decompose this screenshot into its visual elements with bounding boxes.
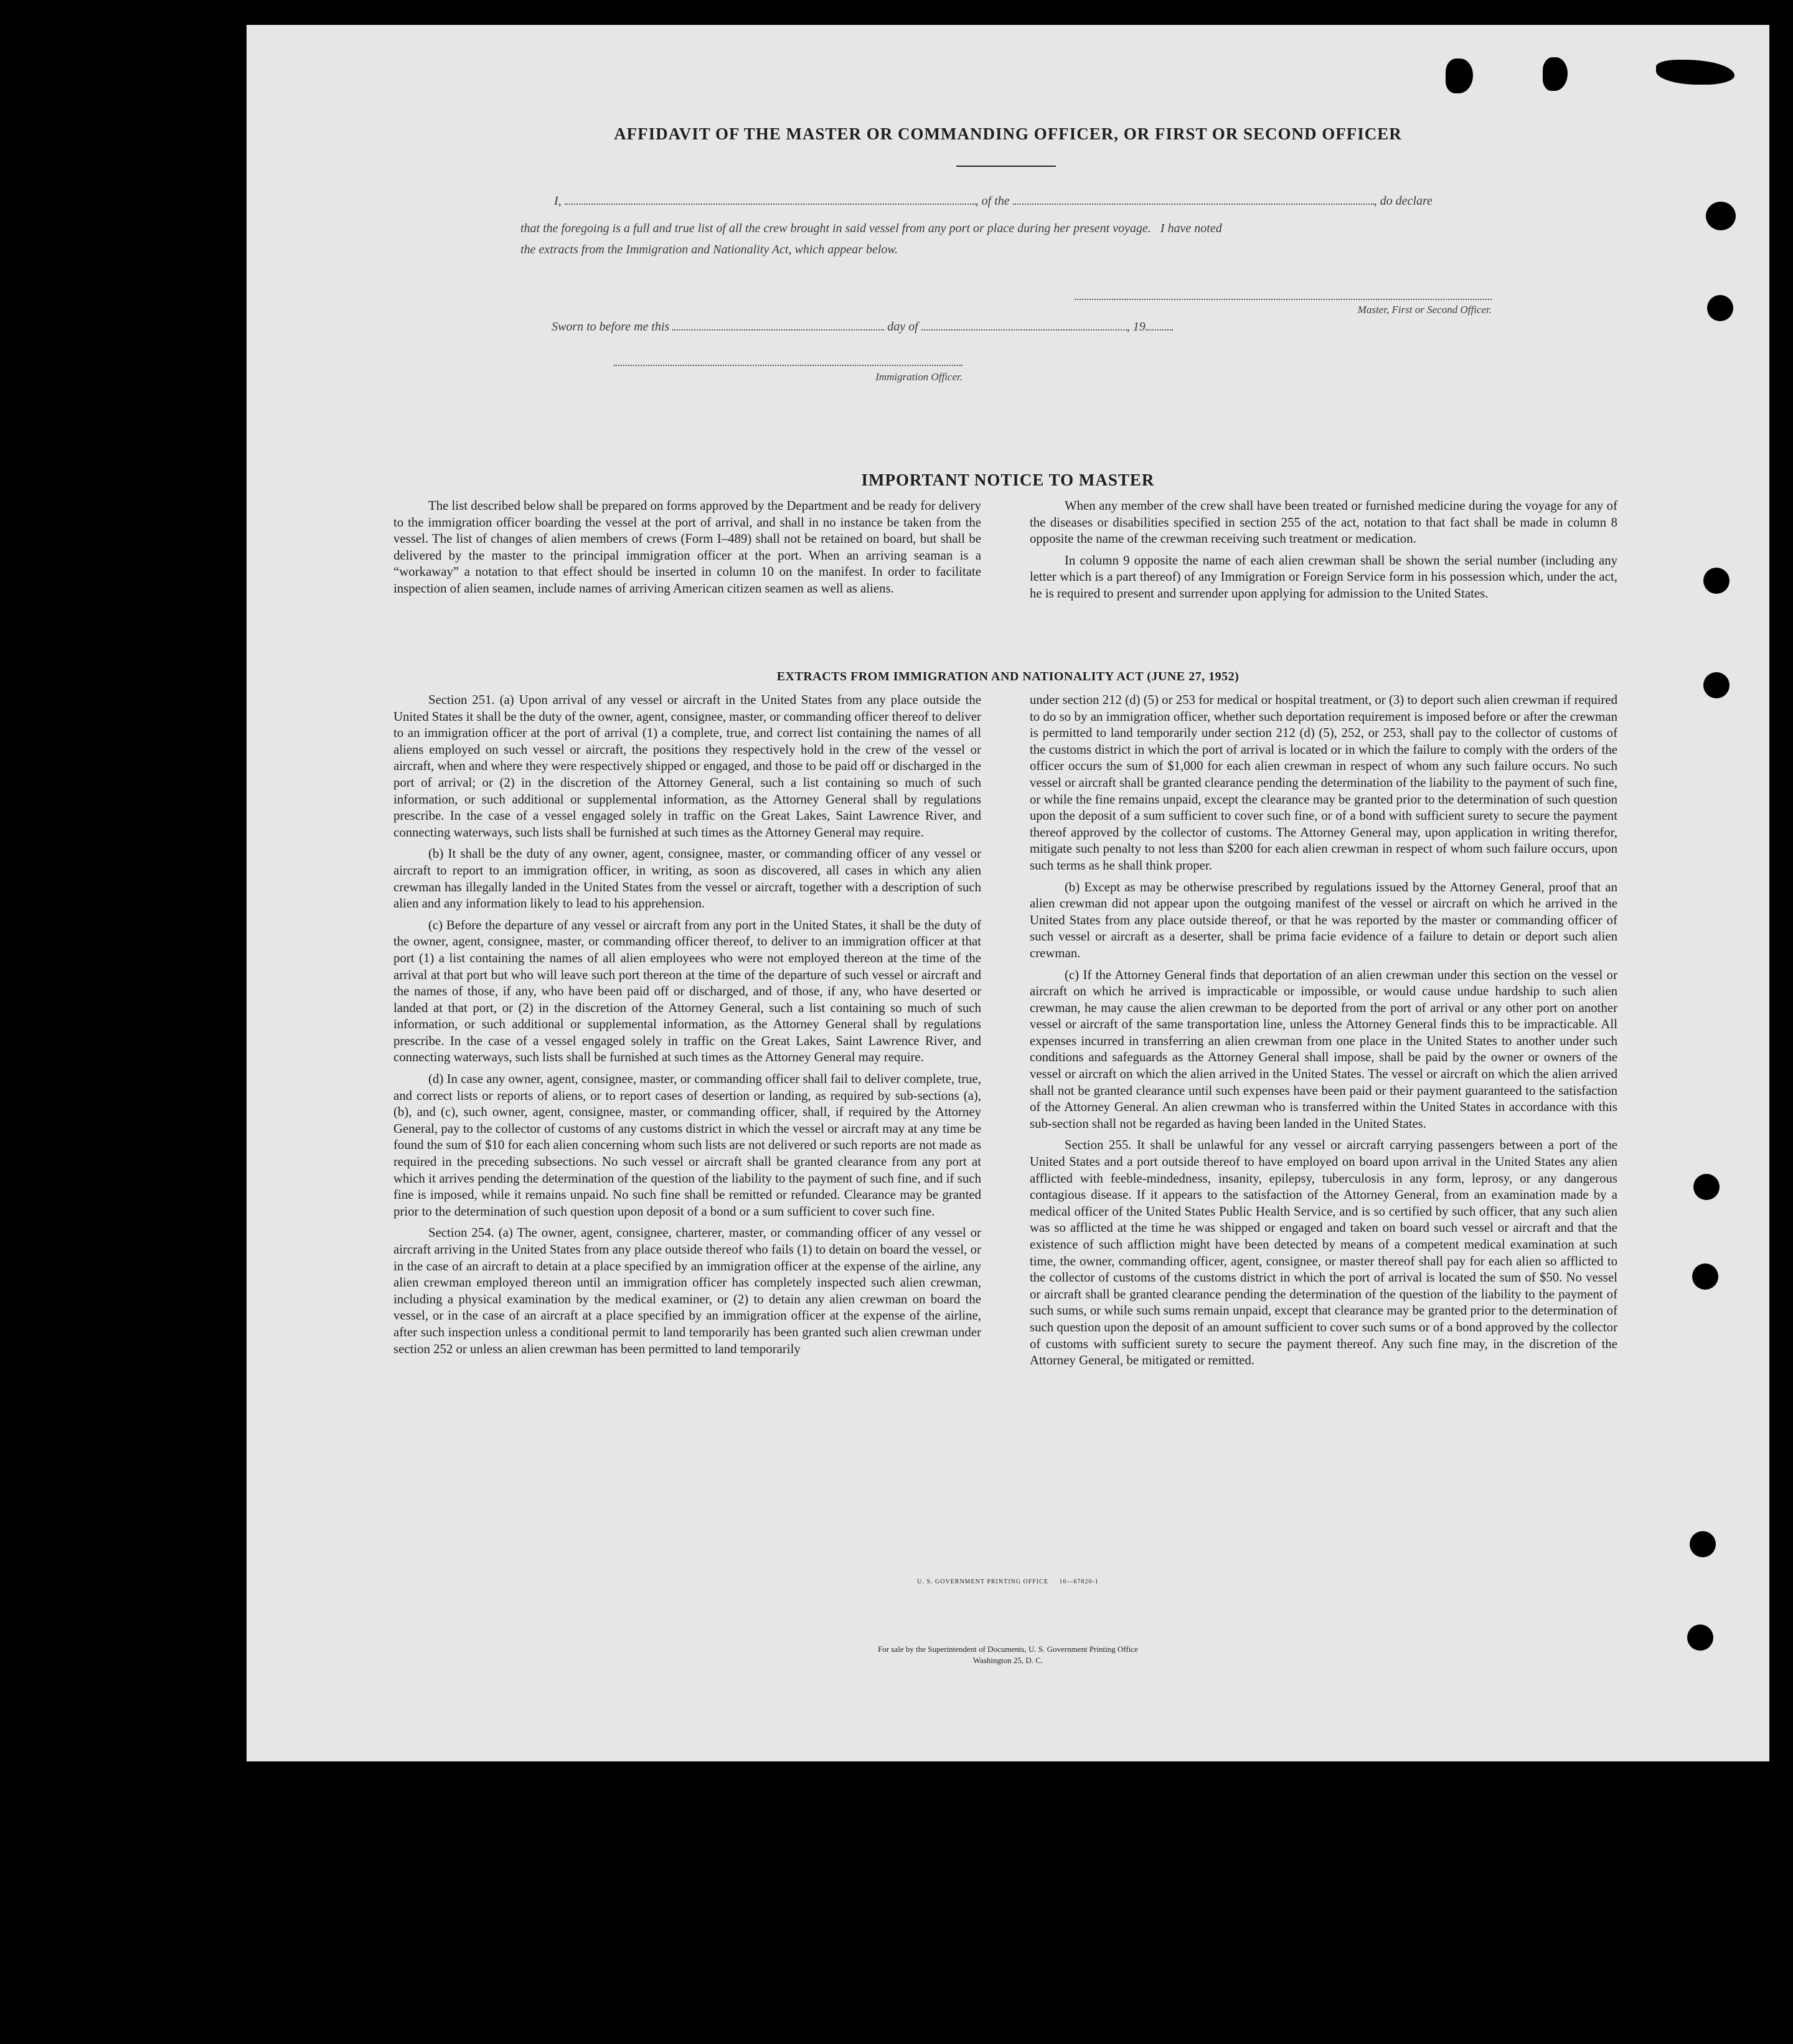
gpo-imprint: U. S. GOVERNMENT PRINTING OFFICE 16—67820-1 [917,1578,1099,1585]
officer-signature-line[interactable] [614,365,962,366]
extract-section-255: Section 255. It shall be unlawful for any vessel or aircraft carrying passengers between a port of the United States and a port outside thereof to have employed on board upon arrival in the United States any alien afflicted with feeble-mindedness, insanity, epilepsy, tuberculosis in any form, leprosy, or any dangerous contagious disease. If it appears to the satisfaction of the Attorney General, from an examination made by a medical officer of the United States Public Health Service, and is so certified by such officer, that any such alien was so afflicted at the time he was shipped or engaged and taken on board such vessel or aircraft and that the existence of such affliction might have been detected by means of a competent medical examination at such time, the owner, commanding officer, agent, consignee, or master thereof shall pay for each alien so afflicted to the collector of customs of the customs district in which the port of arrival is located the sum of $50. No vessel or aircraft shall be granted clearance pending the determination of the question of the liability to the payment of such sums, or while such sums remain unpaid, except that clearance may be granted prior to the determination of such question upon the deposit of an amount sufficient to cover such sums or of a bond approved by the collector of customs with sufficient surety to secure the payment thereof. Any such fine may, in the discretion of the Attorney General, be mitigated or remitted. [1030,1138,1617,1368]
extract-section-254-b: (b) Except as may be otherwise prescribed by regulations issued by the Attorney General, proof that an alien crewman did not appear upon the outgoing manifest of the vessel or aircraft on which he arrived in the United States from any place outside thereof, or that he was reported by the master or commanding officer of such vessel or aircraft as a deserter, shall be prima facie evidence of a failure to detain or deport such alien crewman. [1030,879,1617,960]
affidavit-of-the-label: , of the [975,194,1010,208]
sworn-month-field[interactable] [921,329,1127,331]
affidavit-title: AFFIDAVIT OF THE MASTER OR COMMANDING OFFICER, OR FIRST OR SECOND OFFICER [614,124,1402,143]
extracts-right-column [1030,692,1617,1369]
extract-section-254-c: (c) If the Attorney General finds that deportation of an alien crewman under this section on the vessel or aircraft on which he arrived is impracticable or impossible, or would cause undue hardship to such alien crewman, he may cause the alien crewman to be deported from the port of arrival or any other port on another vessel or aircraft of the same transportation line, unless the Attorney General finds this to be impracticable. All expenses incurred in transferring an alien crewman from one place in the United States to another under such conditions and safeguards as the Attorney General shall impose, shall be paid by the owner or owners of the vessel or aircraft on which the alien arrived in the United States. The vessel or aircraft on which the alien arrived shall not be granted clearance until such expenses have been paid or their payment guaranteed to the satisfaction of the Attorney General. An alien crewman who is transferred within the United States in accordance with this sub-section shall not be regarded as having been landed in the United States. [1030,967,1617,1131]
sworn-year-label: , 19 [1126,320,1146,334]
sale-line-2: Washington 25, D. C. [972,1656,1043,1665]
title-rule [956,166,1056,167]
sworn-day-of: day of [887,320,918,334]
punch-hole [1707,295,1733,321]
extract-section-251-b: (b) It shall be the duty of any owner, agent, consignee, master, or commanding officer of any vessel or aircraft to report to an immigration officer, in writing, as soon as discovered, all cases in which any alien crewman has illegally landed in the United States from the vessel or aircraft, together with a description of such alien and any information likely to lead to his apprehension. [393,846,981,911]
affidavit-i-label: I, [554,194,562,208]
damage-mark [1543,57,1568,91]
punch-hole [1690,1531,1716,1557]
document-sheet [247,25,1769,1761]
affidavit-line-2: that the foregoing is a full and true list of all the crew brought in said vessel from any port or place during her present voyage. I have noted [520,222,1222,235]
extract-section-251-d: (d) In case any owner, agent, consignee, master, or commanding officer shall fail to deliver complete, true, and correct lists or reports of aliens, or to report cases of desertion or landing, as required by sub-sections (a), (b), and (c), such owner, agent, consignee, master, or commanding officer, shall, if required by the Attorney General, pay to the collector of customs of any customs district in which the vessel or aircraft may at any time be found the sum of $10 for each alien concerning whom such lists are not delivered or such reports are not made as required in the preceding subsections. No such vessel or aircraft shall be granted clearance from any port at which it arrives pending the determination of the question of the liability to the payment of such fine, and if such fine is imposed, while it remains unpaid. No such fine shall be remitted or refunded. Clearance may be granted prior to the determination of such question upon deposit of a bond or a sum sufficient to cover such fine. [393,1072,981,1219]
damage-mark [1656,60,1734,85]
sworn-year-field[interactable] [1146,329,1173,331]
sworn-day-field[interactable] [672,329,884,331]
master-signature-line[interactable] [1075,299,1492,300]
sworn-line [552,320,1361,334]
affidavit-declare-label: , do declare [1373,194,1433,208]
damage-mark [1446,59,1473,93]
notice-title: IMPORTANT NOTICE TO MASTER [861,471,1155,489]
affidavit-line-3: the extracts from the Immigration and Nationality Act, which appear below. [520,243,898,256]
notice-left-column [393,498,981,598]
punch-hole [1692,1263,1718,1290]
punch-hole [1693,1174,1720,1200]
vessel-field[interactable] [1013,204,1374,205]
extracts-title: EXTRACTS FROM IMMIGRATION AND NATIONALITY ACT (JUNE 27, 1952) [776,670,1240,683]
affidavit-line-1 [554,194,1737,209]
extract-section-251-a: Section 251. (a) Upon arrival of any vessel or aircraft in the United States from any place outside the United States it shall be the duty of the owner, agent, consignee, master, or commanding officer thereof to deliver to an immigration officer at the port of arrival (1) a complete, true, and correct list containing the names of all aliens employed on such vessel or aircraft, the positions they respectively hold in the crew of the vessel or aircraft, when and where they were respectively shipped or engaged, and those to be paid off or discharged in the port of arrival; or (2) in the discretion of the Attorney General, such a list containing so much of such information, or such additional or supplemental information, as the Attorney General shall by regulations prescribe. In the case of a vessel engaged solely in traffic on the Great Lakes, Saint Lawrence River, and connecting waterways, such lists shall be furnished at such times as the Attorney General may require. [393,693,981,840]
extracts-left-column [393,692,981,1357]
extract-section-254-a-cont: under section 212 (d) (5) or 253 for medical or hospital treatment, or (3) to deport such alien crewman if required to do so by an immigration officer, whether such deportation requirement is imposed before or after the crewman is permitted to land temporarily under section 212 (d) (5), 252, or 253, shall pay to the collector of customs of the customs district in which the port of arrival is located or in which the failure to comply with the orders of the officer occurs the sum of $1,000 for each alien crewman in respect of whom any such failure occurs. No such vessel or aircraft shall be granted clearance pending the determination of the liability to the payment of such fine, or while the fine remains unpaid, except the clearance may be granted prior to the determination of such question upon the deposit of a sum sufficient to cover such fine, or of a bond with sufficient surety to secure the payment thereof approved by the collector of customs. The Attorney General may, upon application in writing therefor, mitigate such penalty to not less than $200 for each alien crewman in respect of whom such failure occurs, upon such terms as he shall think proper. [1030,693,1617,873]
extract-section-251-c: (c) Before the departure of any vessel or aircraft from any port in the United States, it shall be the duty of the owner, agent, consignee, master, or commanding officer thereof, to deliver to an immigration officer at that port (1) a list containing the names of all alien employees who were not employed thereon at the time of the arrival at that port but who will leave such port thereon at the time of the departure of such vessel or aircraft and the names of those, if any, who have been paid off or discharged, and of those, if any, who have deserted or landed at that port, or (2) in the discretion of the Attorney General, such a list containing so much of such information, or such additional or supplemental information, as the Attorney General shall by regulations prescribe. In the case of a vessel engaged solely in traffic on the Great Lakes, Saint Lawrence River, and connecting waterways, such lists shall be furnished at such times as the Attorney General may require. [393,917,981,1065]
master-signature-label: Master, First or Second Officer. [1357,304,1492,316]
sale-line-1: For sale by the Superintendent of Documents, U. S. Government Printing Office [878,1644,1138,1654]
punch-hole [1703,568,1729,594]
name-field[interactable] [565,204,976,205]
notice-right-paragraph-1: When any member of the crew shall have been treated or furnished medicine during the voyage for any of the diseases or disabilities specified in section 255 of the act, notation to that fact shall be made in column 8 opposite the name of the crewman receiving such treatment or medication. [1030,499,1617,546]
sworn-prefix: Sworn to before me this [552,320,670,334]
notice-right-column [1030,498,1617,602]
officer-signature-label: Immigration Officer. [875,371,962,383]
notice-left-paragraph: The list described below shall be prepared on forms approved by the Department and be ready for delivery to the immigration officer boarding the vessel at the port of arrival, and shall in no instance be taken from the vessel. The list of changes of alien members of crews (Form I–489) shall not be retained on board, but shall be delivered by the master to the principal immigration officer at the port. When an arriving seaman is a “workaway” a notation to that effect should be inserted in column 10 on the manifest. In order to facilitate inspection of alien seamen, include names of arriving American citizen seamen as well as aliens. [393,499,981,596]
notice-right-paragraph-2: In column 9 opposite the name of each alien crewman shall be shown the serial number (including any letter which is a part thereof) of any Immigration or Foreign Service form in his possession which, under the act, he is required to present and surrender upon applying for admission to the United States. [1030,553,1617,601]
extract-section-254-a: Section 254. (a) The owner, agent, consignee, charterer, master, or commanding officer of any vessel or aircraft arriving in the United States from any place outside thereof who fails (1) to detain on board the vessel, or in the case of an aircraft to detain at a place specified by an immigration officer at the expense of the airline, any alien crewman employed thereon until an immigration officer has completely inspected such alien crewman, including a physical examination by the medical examiner, or (2) to detain any alien crewman on board the vessel, or in the case of an aircraft at a place specified by an immigration officer at the expense of the airline, after such inspection unless a conditional permit to land temporarily has been granted such alien crewman under section 252 or unless an alien crewman has been permitted to land temporarily [393,1226,981,1356]
